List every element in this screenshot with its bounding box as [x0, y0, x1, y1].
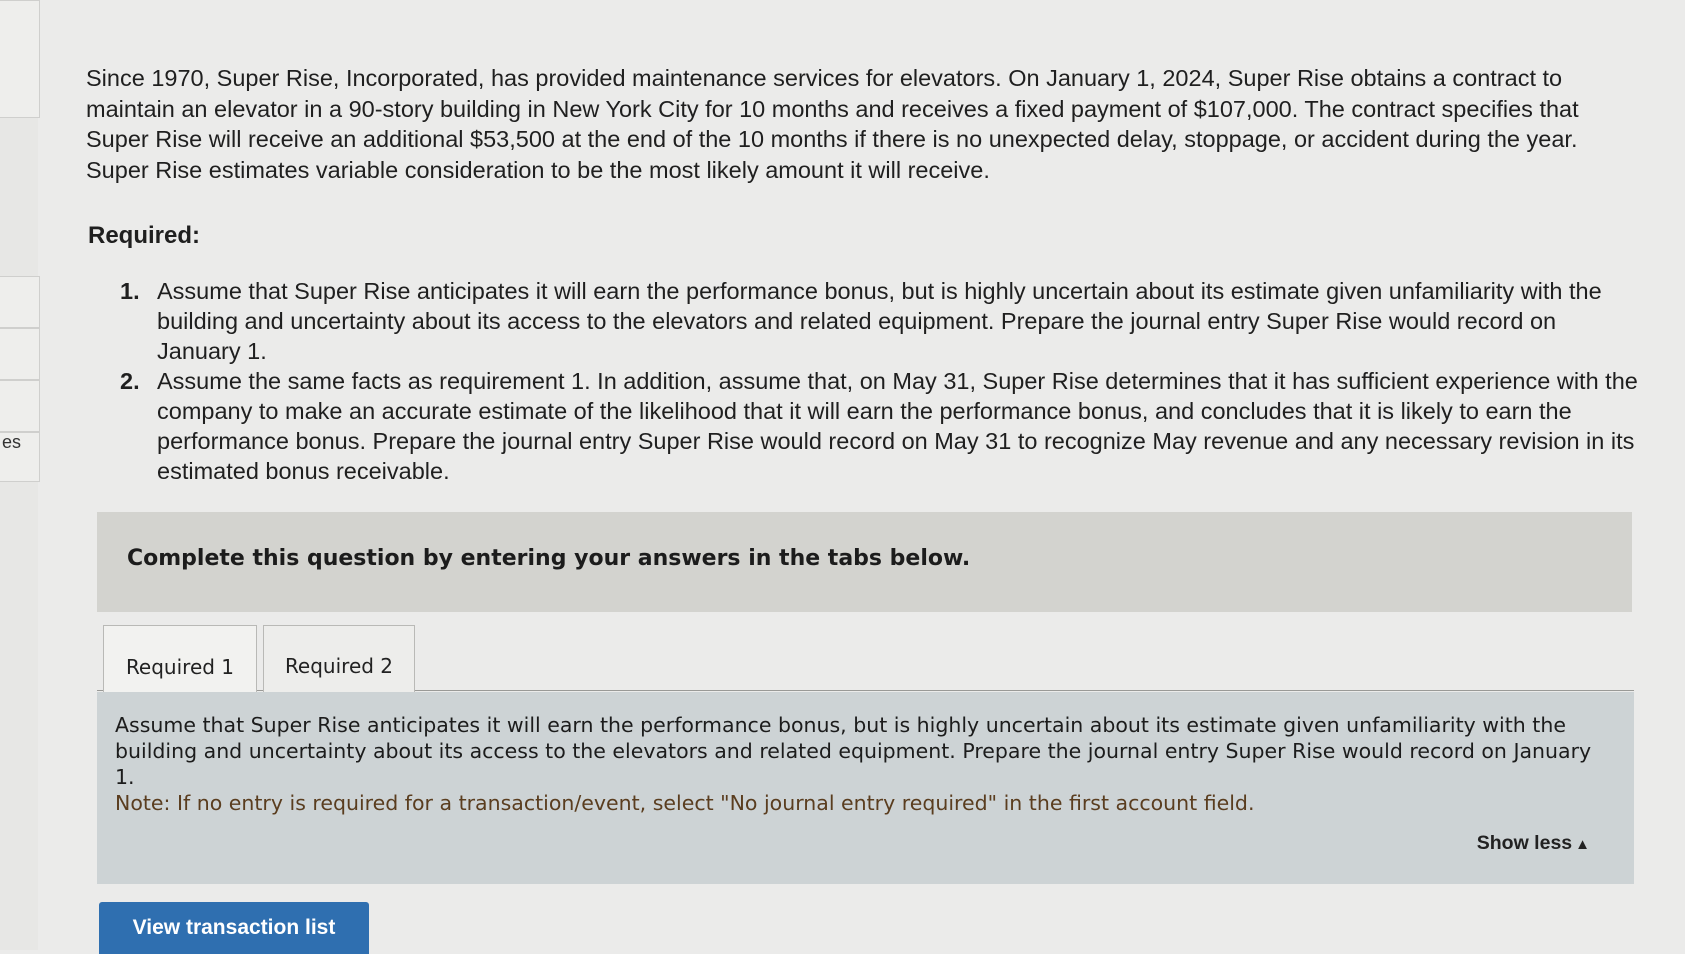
- requirements-list: [120, 276, 1640, 486]
- tab-content-panel: [97, 692, 1634, 884]
- requirement-number: 2.: [120, 368, 140, 394]
- requirement-item: [120, 276, 1640, 366]
- show-less-link[interactable]: [1477, 832, 1590, 855]
- panel-note: Note: If no entry is required for a transaction/event, select "No journal entry required" in the first account field.: [115, 791, 1255, 815]
- instructions-banner: [97, 512, 1632, 612]
- left-sidebar-item[interactable]: [0, 328, 40, 380]
- requirement-text: Assume the same facts as requirement 1. In addition, assume that, on May 31, Super Rise determines that it has sufficient experience with the company to make an accurate estimate of the likelihood that it will earn the performance bonus, and concludes that it is likely to earn the performance bonus. Prepare the journal entry Super Rise would record on May 31 to recognize May revenue and any necessary revision in its estimated bonus receivable.: [157, 368, 1638, 484]
- requirement-text: Assume that Super Rise anticipates it will earn the performance bonus, but is highly uncertain about its estimate given unfamiliarity with the building and uncertainty about its access to the elevators and related equipment. Prepare the journal entry Super Rise would record on January 1.: [157, 278, 1602, 364]
- required-heading: Required:: [88, 222, 201, 249]
- tab-required-1[interactable]: Required 1: [103, 625, 257, 707]
- requirement-item: [120, 366, 1640, 486]
- left-sidebar-item[interactable]: [0, 0, 40, 118]
- sidebar-partial-label: es: [2, 432, 22, 452]
- triangle-up-icon: ▲: [1575, 836, 1590, 853]
- view-transaction-list-button[interactable]: View transaction list: [99, 902, 369, 954]
- tab-required-2[interactable]: Required 2: [263, 625, 415, 705]
- requirement-number: 1.: [120, 278, 140, 304]
- left-sidebar-item[interactable]: [0, 380, 40, 432]
- instructions-text: Complete this question by entering your answers in the tabs below.: [127, 546, 971, 571]
- panel-instructions: [115, 712, 1610, 816]
- problem-intro: Since 1970, Super Rise, Incorporated, has provided maintenance services for elevators. On January 1, 2024, Super Rise obtains a contract to maintain an elevator in a 90-story building in New York City for 10 months and receives a fixed payment of $107,000. The contract specifies that Super Rise will receive an additional $53,500 at the end of the 10 months if there is no unexpected delay, stoppage, or accident during the year. Super Rise estimates variable consideration to be the most likely amount it will receive.: [86, 65, 1579, 183]
- panel-instruction-text: Assume that Super Rise anticipates it will earn the performance bonus, but is highly uncertain about its estimate given unfamiliarity with the building and uncertainty about its access to the elevators and related equipment. Prepare the journal entry Super Rise would record on January 1.: [115, 713, 1592, 789]
- left-sidebar-item[interactable]: [0, 276, 40, 328]
- show-less-label: Show less: [1476, 832, 1573, 854]
